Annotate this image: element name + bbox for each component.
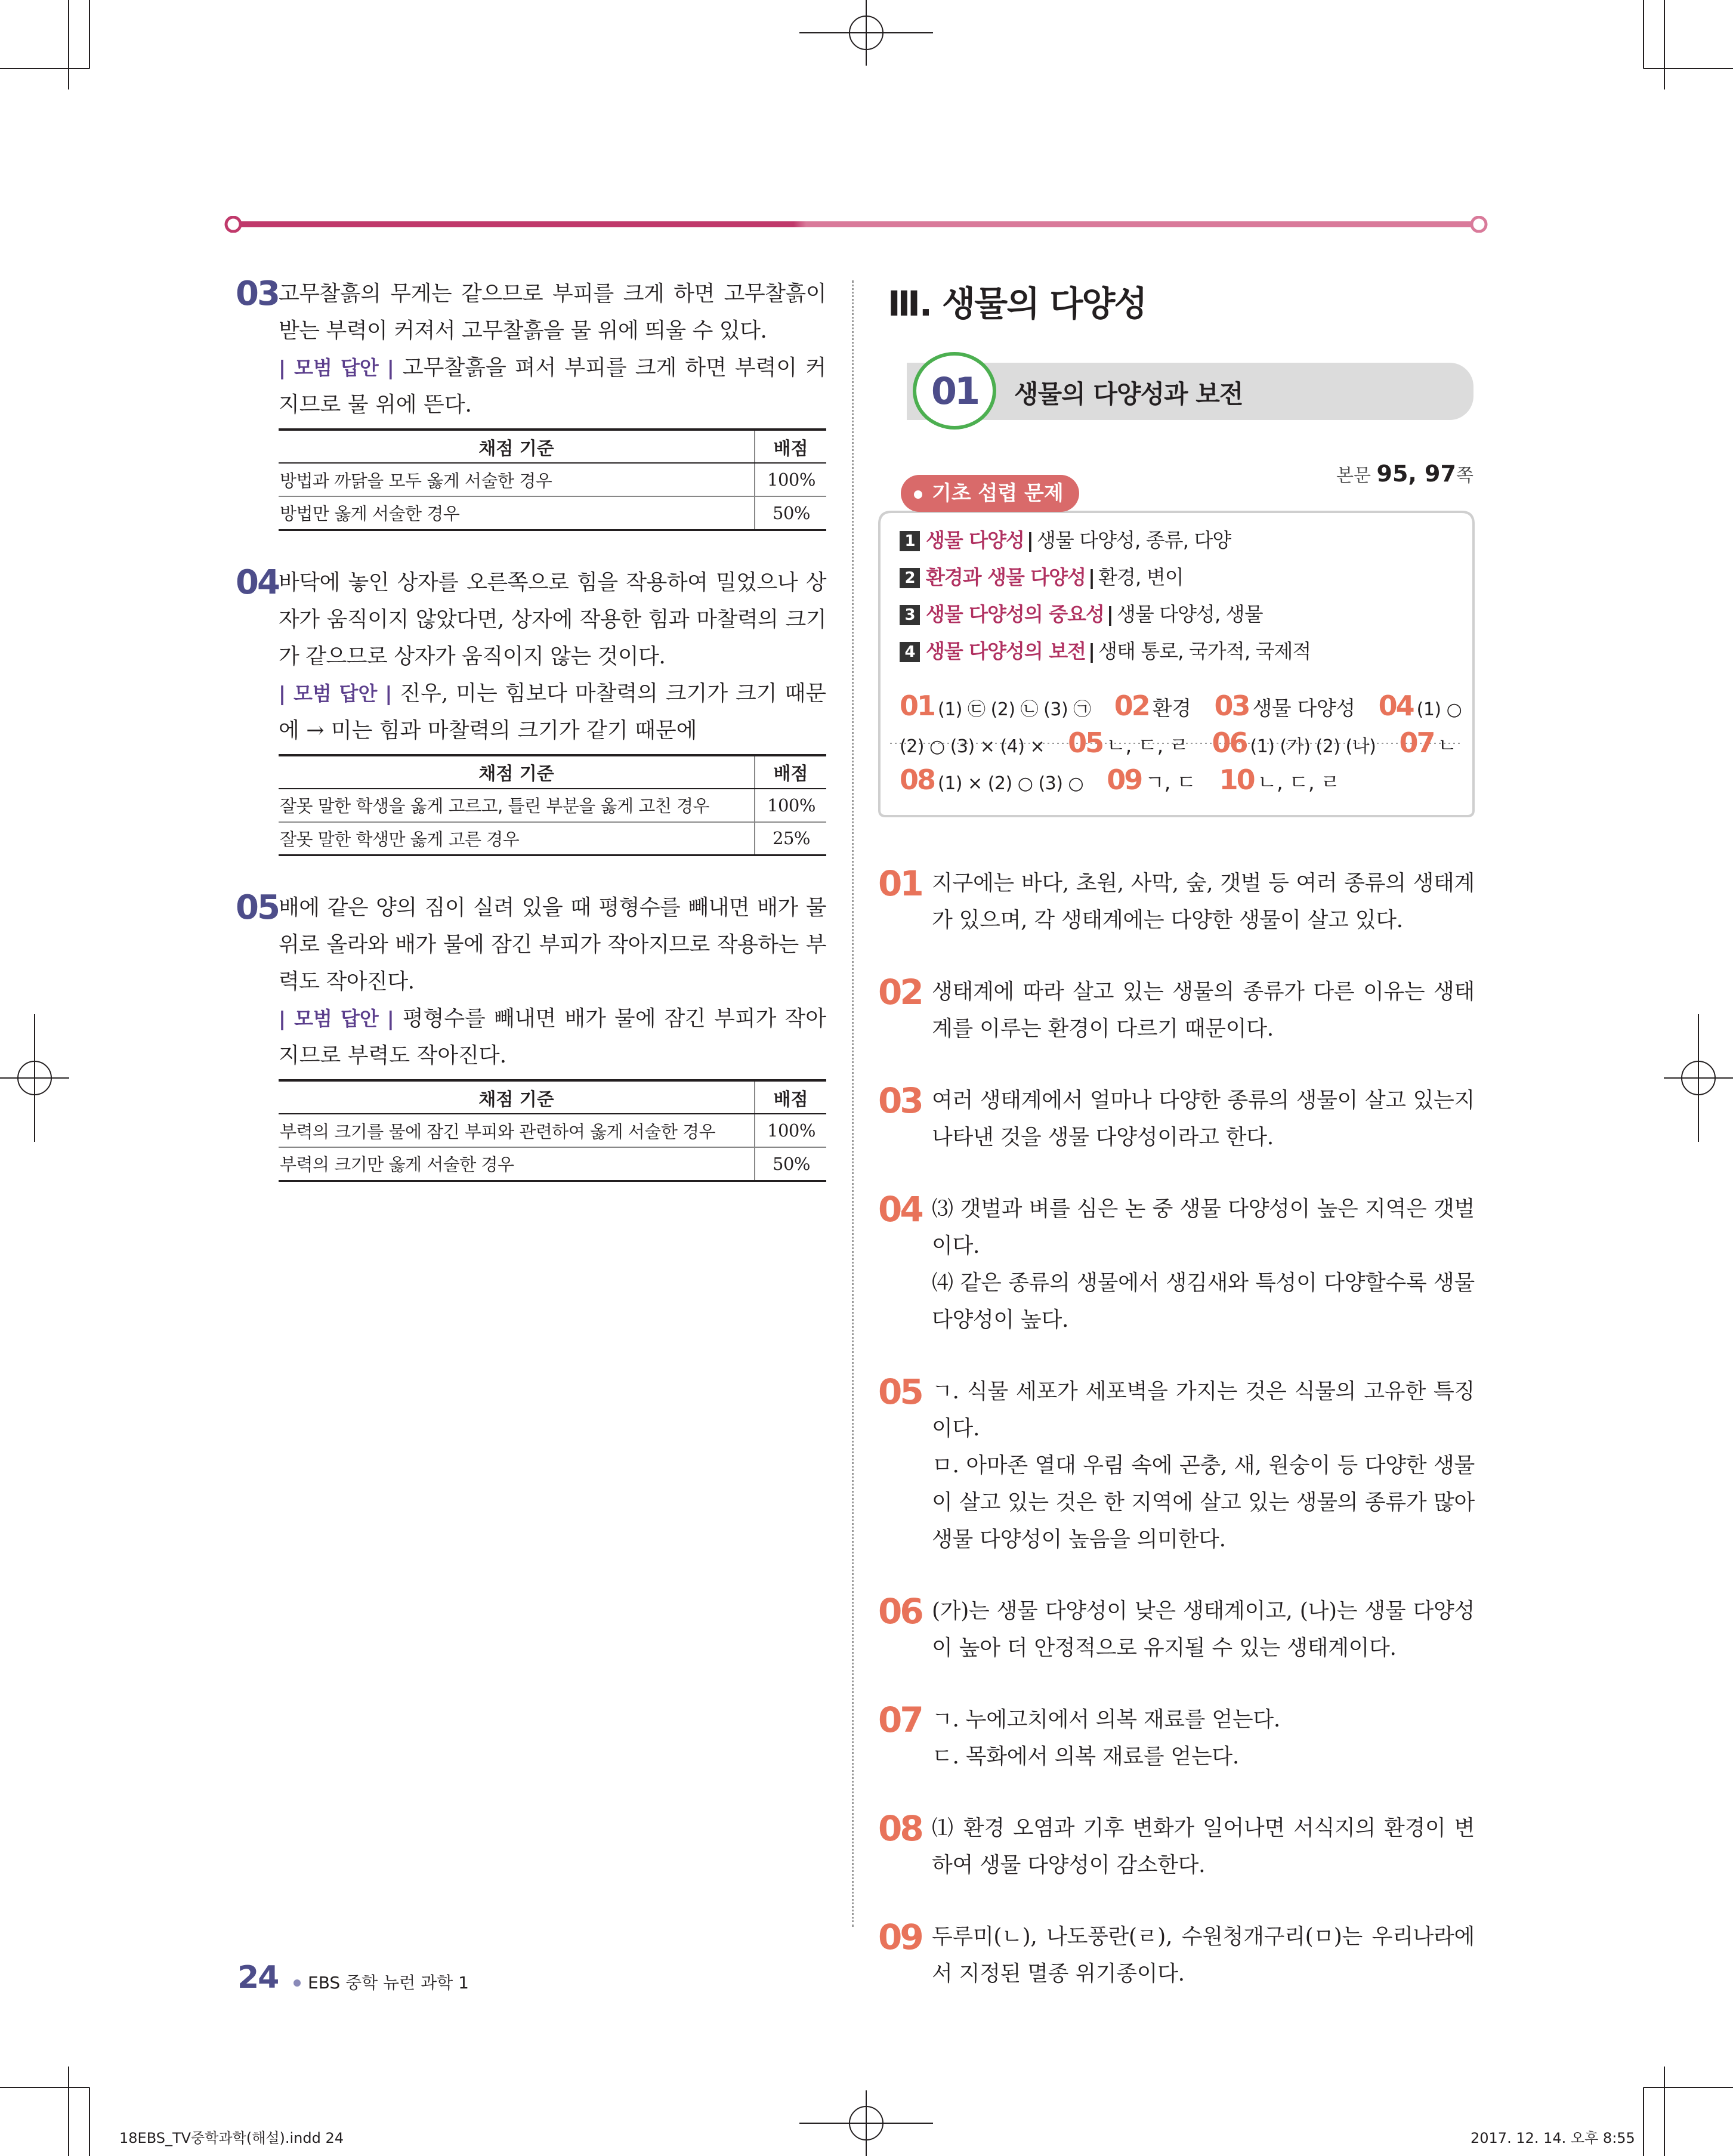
- explanation-text: ㄱ. 누에고치에서 의복 재료를 얻는다.: [932, 1707, 1281, 1732]
- explanation-item: [878, 1810, 1475, 1884]
- scoring-table: [279, 754, 826, 857]
- answer-value: (1) ○: [1416, 699, 1462, 720]
- scoring-table: [279, 428, 826, 531]
- question-number: 05: [236, 888, 279, 927]
- table-cell: 100%: [755, 463, 826, 496]
- question-explanation: 배에 같은 양의 짐이 실려 있을 때 평형수를 빼내면 배가 물 위로 올라와 배가 물에 잠긴 부피가 작아지므로 작용하는 부력도 작아진다.: [279, 895, 826, 994]
- keyword-term: 환경과 생물 다양성: [926, 566, 1086, 589]
- keyword-separator: |: [1088, 566, 1095, 589]
- table-row: [279, 1114, 826, 1147]
- answer-value: (1) × (2) ○ (3) ○: [938, 773, 1084, 794]
- explanation-text: ⑶ 갯벌과 벼를 심은 논 중 생물 다양성이 높은 지역은 갯벌이다.: [932, 1197, 1475, 1258]
- answer-number: 01: [900, 690, 935, 722]
- table-cell: 50%: [755, 496, 826, 530]
- explanation-number: 07: [878, 1700, 922, 1740]
- table-row: [279, 496, 826, 530]
- table-cell: 부력의 크기를 물에 잠긴 부피와 관련하여 옳게 서술한 경우: [279, 1114, 755, 1147]
- explanation-item: [878, 1919, 1475, 1993]
- keyword-separator: |: [1106, 603, 1113, 626]
- table-cell: 부력의 크기만 옳게 서술한 경우: [279, 1147, 755, 1181]
- book-title: [294, 1970, 469, 1994]
- explanation-list: [878, 865, 1475, 2027]
- answer-row: [900, 764, 1358, 796]
- table-cell: 100%: [755, 1114, 826, 1147]
- basic-problems-label-text: 기초 섭렵 문제: [932, 481, 1064, 505]
- explanation-text: ⑴ 환경 오염과 기후 변화가 일어나면 서식지의 환경이 변하여 생물 다양성이 감소한다.: [932, 1816, 1475, 1877]
- table-cell: 100%: [755, 789, 826, 822]
- explanation-item: [878, 1082, 1475, 1156]
- page-reference-suffix: 쪽: [1456, 465, 1473, 486]
- model-answer: [279, 1000, 826, 1074]
- explanation-text: 지구에는 바다, 초원, 사막, 숲, 갯벌 등 여러 종류의 생태계가 있으며, 각 생태계에는 다양한 생물이 살고 있다.: [932, 871, 1475, 932]
- answer-value: ㄴ, ㄷ, ㄹ: [1106, 734, 1189, 758]
- explanation-item: [878, 865, 1475, 939]
- explanation-text: 두루미(ㄴ), 나도풍란(ㄹ), 수원청개구리(ㅁ)는 우리나라에서 지정된 멸종 위기종이다.: [932, 1925, 1475, 1986]
- model-answer: [279, 350, 826, 424]
- answer-number: 02: [1114, 690, 1149, 722]
- table-row: [279, 789, 826, 822]
- explanation-text: ㄷ. 목화에서 의복 재료를 얻는다.: [932, 1744, 1240, 1769]
- answer-row: [900, 727, 1475, 759]
- keyword-separator: |: [1026, 529, 1033, 552]
- table-header: 채점 기준: [279, 755, 755, 789]
- table-header: 배점: [755, 755, 826, 789]
- table-row: [279, 1147, 826, 1181]
- file-slug: 18EBS_TV중학과학(해설).indd 24: [119, 2130, 344, 2146]
- answer-value: (1) ㉢ (2) ㉡ (3) ㉠: [938, 699, 1091, 720]
- answer-value: ㄴ: [1437, 734, 1457, 758]
- keyword-words: 생태 통로, 국가적, 국제적: [1098, 640, 1311, 663]
- page-reference-pages: 95, 97: [1376, 461, 1456, 487]
- bullet-icon: [914, 490, 922, 499]
- model-answer-label: | 모범 답안 |: [279, 356, 394, 379]
- explanation-number: 03: [878, 1080, 922, 1121]
- keyword-words: 생물 다양성, 생물: [1116, 603, 1263, 626]
- answer-value: ㄱ, ㄷ: [1145, 771, 1196, 795]
- bullet-icon: [294, 1979, 301, 1987]
- keyword-term: 생물 다양성의 중요성: [926, 603, 1104, 626]
- keyword-row: [900, 599, 1263, 627]
- keyword-number: 1: [900, 531, 920, 551]
- explanation-item: [878, 1373, 1475, 1558]
- column-divider: [852, 280, 854, 1927]
- explanation-number: 04: [878, 1189, 922, 1230]
- table-cell: 잘못 말한 학생만 옳게 고른 경우: [279, 822, 755, 855]
- keyword-words: 생물 다양성, 종류, 다양: [1036, 529, 1231, 552]
- question-number: 04: [236, 563, 279, 602]
- explanation-number: 01: [878, 863, 922, 904]
- book-title-text: EBS 중학 뉴런 과학 1: [308, 1973, 469, 1993]
- question-explanation: 고무찰흙의 무게는 같으므로 부피를 크게 하면 고무찰흙이 받는 부력이 커져서 고무찰흙을 물 위에 띄울 수 있다.: [279, 282, 826, 343]
- table-header: 배점: [755, 1080, 826, 1114]
- question-explanation: 바닥에 놓인 상자를 오른쪽으로 힘을 작용하여 밀었으나 상자가 움직이지 않았다면, 상자에 작용한 힘과 마찰력의 크기가 같으므로 상자가 움직이지 않는 것이다.: [279, 570, 826, 669]
- explanation-item: [878, 974, 1475, 1048]
- keyword-row: [900, 636, 1311, 664]
- explanation-text: (가)는 생물 다양성이 낮은 생태계이고, (나)는 생물 다양성이 높아 더 안정적으로 유지될 수 있는 생태계이다.: [932, 1599, 1475, 1660]
- table-cell: 방법만 옳게 서술한 경우: [279, 496, 755, 530]
- table-header: 채점 기준: [279, 1080, 755, 1114]
- answer-value: 환경: [1152, 697, 1191, 721]
- page-reference-prefix: 본문: [1336, 465, 1371, 486]
- explanation-number: 08: [878, 1808, 922, 1849]
- explanation-number: 05: [878, 1372, 922, 1412]
- explanation-text: 여러 생태계에서 얼마나 다양한 종류의 생물이 살고 있는지 나타낸 것을 생물 다양성이라고 한다.: [932, 1088, 1475, 1150]
- page-reference: [1336, 461, 1473, 487]
- model-answer-label: | 모범 답안 |: [279, 681, 393, 705]
- left-column: [236, 276, 826, 1215]
- question-03: [236, 276, 826, 531]
- table-cell: 50%: [755, 1147, 826, 1181]
- question-04: [236, 564, 826, 857]
- explanation-item: [878, 1191, 1475, 1339]
- keyword-number: 4: [900, 642, 920, 662]
- answer-value: 생물 다양성: [1252, 697, 1355, 721]
- table-cell: 25%: [755, 822, 826, 855]
- basic-problems-label: [901, 475, 1079, 512]
- table-header: 배점: [755, 430, 826, 463]
- answer-row: [900, 690, 1479, 722]
- keyword-term: 생물 다양성의 보전: [926, 640, 1086, 663]
- answer-number: 04: [1378, 690, 1413, 722]
- keyword-row: [900, 525, 1231, 553]
- keyword-row: [900, 562, 1184, 590]
- answer-number: 06: [1212, 727, 1247, 759]
- explanation-text: ㄱ. 식물 세포가 세포벽을 가지는 것은 식물의 고유한 특징이다.: [932, 1379, 1475, 1441]
- explanation-item: [878, 1701, 1475, 1775]
- explanation-number: 02: [878, 972, 922, 1012]
- print-timestamp: 2017. 12. 14. 오후 8:55: [1471, 2130, 1635, 2146]
- explanation-number: 09: [878, 1917, 922, 1957]
- question-05: [236, 889, 826, 1182]
- answer-number: 09: [1107, 764, 1142, 796]
- keyword-number: 3: [900, 605, 920, 625]
- chapter-title: 생물의 다양성과 보전: [1014, 379, 1243, 409]
- chapter-number: 01: [913, 352, 996, 430]
- explanation-text: 생태계에 따라 살고 있는 생물의 종류가 다른 이유는 생태계를 이루는 환경이 다르기 때문이다.: [932, 980, 1475, 1041]
- answer-number: 05: [1068, 727, 1103, 759]
- question-number: 03: [236, 274, 279, 313]
- answer-value: (2) ○ (3) × (4) ×: [900, 736, 1045, 757]
- model-answer-text: 고무찰흙을 펴서 부피를 크게 하면 부력이 커지므로 물 위에 뜬다.: [279, 356, 826, 417]
- scoring-table: [279, 1079, 826, 1182]
- section-title: Ⅲ. 생물의 다양성: [888, 283, 1147, 324]
- table-cell: 잘못 말한 학생을 옳게 고르고, 틀린 부분을 옳게 고친 경우: [279, 789, 755, 822]
- explanation-item: [878, 1593, 1475, 1667]
- header-bar: [224, 216, 1488, 233]
- answer-number: 07: [1399, 727, 1434, 759]
- keyword-words: 환경, 변이: [1098, 566, 1184, 589]
- model-answer-label: | 모범 답안 |: [279, 1007, 394, 1030]
- answer-number: 08: [900, 764, 935, 796]
- keyword-number: 2: [900, 568, 920, 588]
- table-row: [279, 463, 826, 496]
- model-answer: [279, 675, 826, 749]
- table-row: [279, 822, 826, 855]
- page-number: 24: [237, 1960, 279, 1996]
- answer-value: (1) (가) (2) (나): [1250, 736, 1376, 757]
- model-answer-text: 평형수를 빼내면 배가 물에 잠긴 부피가 작아지므로 부력도 작아진다.: [279, 1006, 826, 1068]
- explanation-text: ⑷ 같은 종류의 생물에서 생김새와 특성이 다양할수록 생물 다양성이 높다.: [932, 1271, 1475, 1332]
- table-header: 채점 기준: [279, 430, 755, 463]
- table-cell: 방법과 까닭을 모두 옳게 서술한 경우: [279, 463, 755, 496]
- keyword-term: 생물 다양성: [926, 529, 1024, 552]
- keyword-separator: |: [1088, 640, 1095, 663]
- explanation-number: 06: [878, 1591, 922, 1632]
- model-answer-text: 진우, 미는 힘보다 마찰력의 크기가 크기 때문에 → 미는 힘과 마찰력의 크기가 같기 때문에: [279, 681, 826, 743]
- explanation-text: ㅁ. 아마존 열대 우림 속에 곤충, 새, 원숭이 등 다양한 생물이 살고 있는 것은 한 지역에 살고 있는 생물의 종류가 많아 생물 다양성이 높음을 의미한다.: [932, 1453, 1475, 1552]
- answer-number: 10: [1219, 764, 1254, 796]
- answer-number: 03: [1214, 690, 1249, 722]
- answer-value: ㄴ, ㄷ, ㄹ: [1257, 771, 1340, 795]
